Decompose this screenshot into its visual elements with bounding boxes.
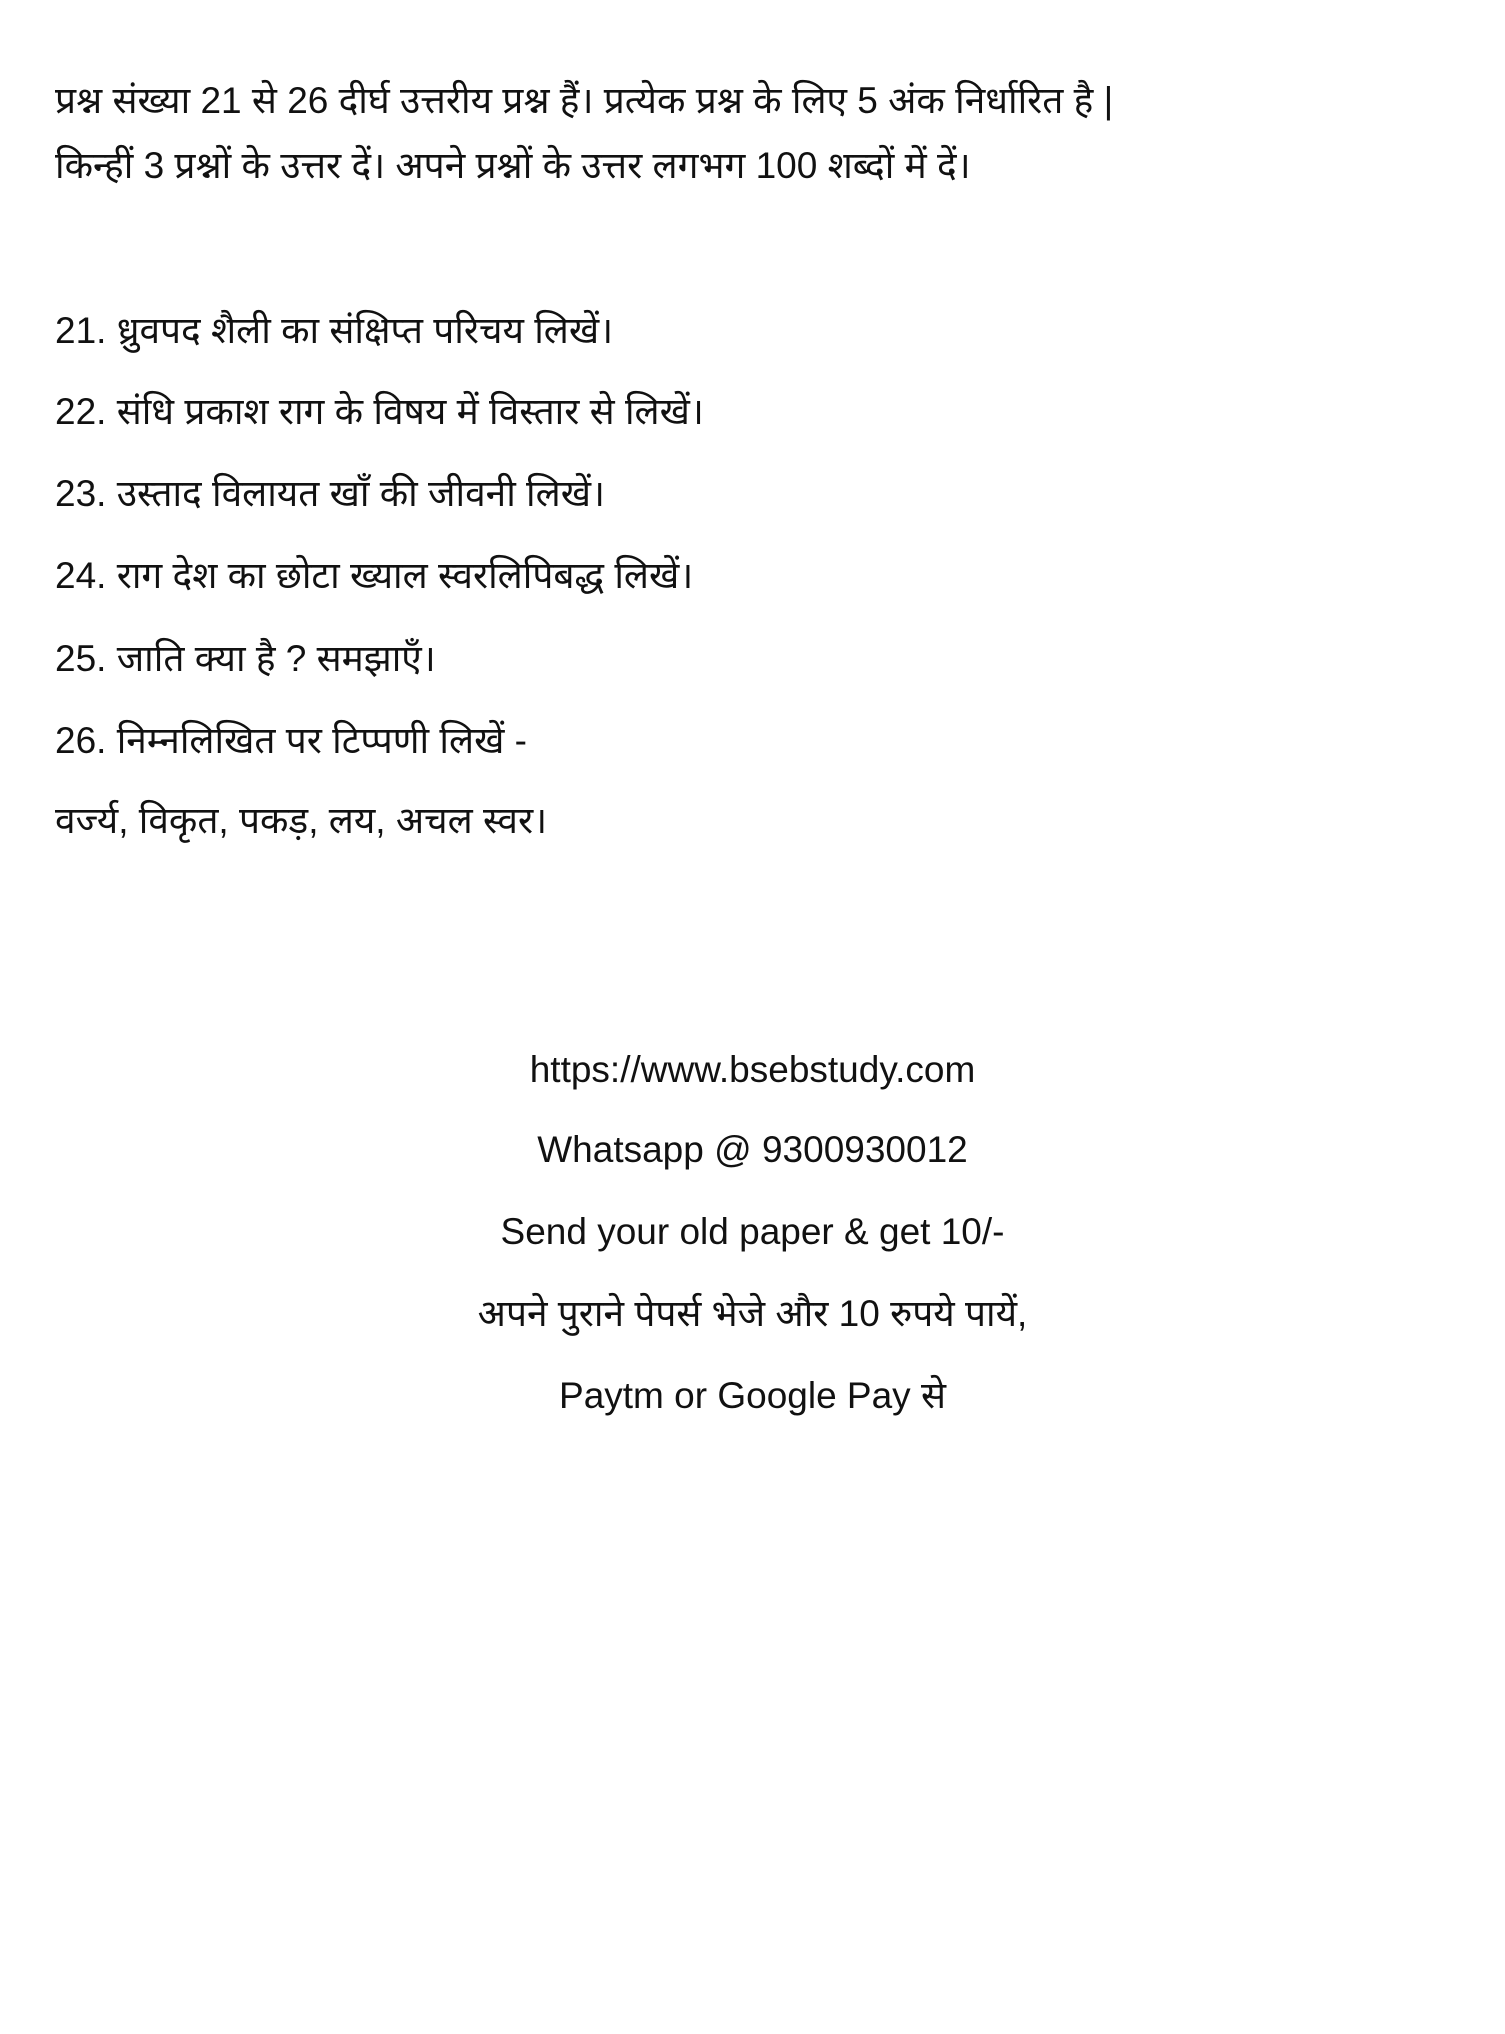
question-21: 21. ध्रुवपद शैली का संक्षिप्त परिचय लिखें। bbox=[55, 310, 614, 351]
website-link[interactable]: https://www.bsebstudy.com bbox=[529, 1049, 976, 1090]
question-25: 25. जाति क्या है ? समझाएँ। bbox=[55, 638, 436, 679]
question-22: 22. संधि प्रकाश राग के विषय में विस्तार से लिखें। bbox=[55, 391, 704, 432]
payment-note: Paytm or Google Pay से bbox=[559, 1375, 946, 1416]
instruction-line: प्रश्न संख्या 21 से 26 दीर्घ उत्तरीय प्रश्न हैं। प्रत्येक प्रश्न के लिए 5 अंक निर्धारित है | bbox=[55, 80, 1114, 121]
instruction-line: किन्हीं 3 प्रश्नों के उत्तर दें। अपने प्रश्नों के उत्तर लगभग 100 शब्दों में दें। bbox=[55, 145, 971, 186]
offer-english: Send your old paper & get 10/- bbox=[500, 1211, 1005, 1252]
offer-hindi: अपने पुराने पेपर्स भेजे और 10 रुपये पायें, bbox=[477, 1293, 1028, 1334]
question-23: 23. उस्ताद विलायत खाँ की जीवनी लिखें। bbox=[55, 473, 606, 514]
question-26-terms: वर्ज्य, विकृत, पकड़, लय, अचल स्वर। bbox=[55, 800, 548, 841]
question-26: 26. निम्नलिखित पर टिप्पणी लिखें - bbox=[55, 720, 527, 761]
question-24: 24. राग देश का छोटा ख्याल स्वरलिपिबद्ध लिखें। bbox=[55, 555, 694, 596]
whatsapp-contact: Whatsapp @ 9300930012 bbox=[537, 1129, 968, 1170]
